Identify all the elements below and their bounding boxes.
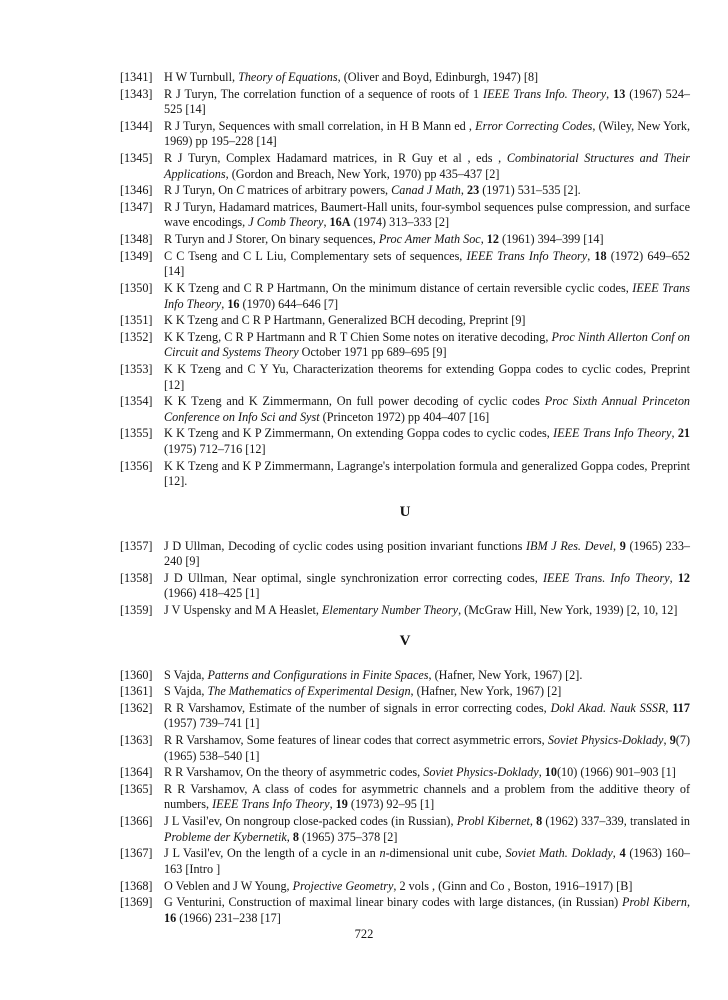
reference-italic-text: Soviet Math. Doklady — [505, 846, 613, 861]
reference-italic-text: IBM J Res. Devel — [525, 538, 614, 553]
reference-text — [164, 765, 690, 781]
reference-number: [1364] — [120, 765, 153, 780]
page-number: 722 — [354, 927, 374, 941]
reference-text-part: J L Vasil'ev, On nongroup close-packed codes (in Russian), — [164, 814, 457, 829]
reference-text-part: (1971) 531–535 [2]. — [479, 183, 581, 198]
reference-italic-text: IEEE Trans Info Theory — [164, 281, 691, 311]
reference-text-part: , 2 vols , (Ginn and Co , Boston, 1916–1917) [B] — [393, 878, 633, 893]
reference-number: [1348] — [120, 232, 153, 247]
reference-text-part: (1966) 418–425 [1] — [164, 586, 260, 601]
reference-text-part: (Princeton 1972) pp 404–407 [16] — [319, 409, 490, 424]
reference-entry — [120, 701, 690, 732]
reference-number: [1347] — [120, 199, 153, 214]
reference-text-part: R R Varshamov, On the theory of asymmetric codes, — [164, 765, 424, 780]
reference-italic-text: Theory of Equations — [238, 70, 338, 84]
reference-number: [1346] — [120, 183, 153, 198]
reference-text-part: (1965) 233–240 [9] — [164, 538, 691, 569]
reference-text-part: , — [538, 765, 545, 780]
reference-number: [1357] — [120, 538, 153, 553]
reference-entry — [120, 249, 690, 280]
reference-text-part: (1972) 649–652 [14] — [164, 248, 690, 279]
reference-text-part: (7) (1965) 538–540 [1] — [164, 733, 691, 763]
reference-volume: 117 — [672, 700, 690, 715]
reference-text-part: (1967) 524–525 [14] — [164, 86, 691, 117]
reference-number: [1353] — [120, 362, 153, 377]
reference-text-part: (1970) 644–646 [7] — [239, 296, 338, 311]
reference-number: [1344] — [120, 118, 153, 133]
reference-text-part: (1961) 394–399 [14] — [498, 232, 604, 247]
reference-volume: 16 — [164, 910, 177, 925]
reference-number: [1341] — [120, 70, 153, 84]
reference-text-part: J V Uspensky and M A Heaslet, — [164, 603, 322, 617]
reference-text-part: , (Hafner, New York, 1967) [2]. — [428, 667, 583, 682]
reference-volume: 8 — [292, 829, 299, 844]
reference-entry — [120, 87, 690, 118]
reference-volume: 13 — [613, 86, 626, 101]
reference-text-part: (1957) 739–741 [1] — [164, 716, 260, 731]
reference-italic-text: Patterns and Configurations in Finite Spaces — [207, 667, 429, 682]
reference-text — [164, 362, 690, 393]
reference-italic-text: Proc Sixth Annual Princeton Conference on Info Sci and Syst — [164, 394, 691, 424]
reference-volume: 9 — [669, 733, 676, 748]
reference-text — [164, 183, 690, 199]
reference-text — [164, 119, 690, 150]
reference-entry — [120, 183, 690, 199]
reference-entry — [120, 232, 690, 248]
reference-entry — [120, 151, 690, 182]
reference-text — [164, 87, 690, 118]
reference-entry — [120, 879, 690, 895]
reference-entry — [120, 782, 690, 813]
reference-italic-text: IEEE Trans Info. Theory — [483, 86, 607, 101]
reference-volume: 4 — [619, 846, 626, 861]
reference-number: [1362] — [120, 700, 153, 715]
reference-text-part: K K Tzeng and C Y Yu, Characterization theorems for extending Goppa codes to cyclic codes, Preprint [12] — [164, 362, 690, 392]
reference-text-part: (1963) 160–163 [Intro ] — [164, 846, 691, 876]
reference-text — [164, 668, 690, 684]
reference-number: [1366] — [120, 814, 153, 829]
reference-entry — [120, 362, 690, 393]
reference-text-part: (1966) 231–238 [17] — [176, 910, 281, 925]
reference-text-part: , — [665, 700, 673, 715]
reference-italic-text: Projective Geometry — [292, 878, 394, 893]
reference-text-part: S Vajda, — [164, 684, 208, 699]
reference-entry — [120, 571, 690, 602]
references-section — [120, 632, 690, 927]
reference-text-part: S Vajda, — [164, 667, 208, 682]
reference-italic-text: Proc Amer Math Soc — [378, 232, 481, 247]
reference-volume: 21 — [677, 426, 690, 441]
reference-text-part: K K Tzeng and C R P Hartmann, Generalized BCH decoding, Preprint [9] — [164, 313, 526, 328]
reference-text-part: , (Gordon and Breach, New York, 1970) pp 435–437 [2] — [225, 166, 500, 181]
reference-entry — [120, 668, 690, 684]
reference-italic-text: Proc Ninth Allerton Conf on Circuit and Systems Theory — [164, 329, 690, 360]
reference-italic-text: The Mathematics of Experimental Design — [207, 684, 411, 699]
reference-text-part: K K Tzeng and K P Zimmermann, On extending Goppa codes to cyclic codes, — [164, 426, 554, 441]
reference-text — [164, 603, 690, 619]
reference-text-part: , — [671, 426, 678, 441]
reference-text — [164, 782, 690, 813]
references-page — [120, 70, 690, 927]
reference-italic-text: IEEE Trans Info Theory — [466, 248, 588, 263]
reference-entry — [120, 281, 690, 312]
reference-text-part: , — [329, 797, 336, 812]
reference-italic-text: Canad J Math — [391, 183, 461, 198]
reference-volume: 8 — [536, 814, 543, 829]
reference-text-part: (1962) 337–339, translated in — [542, 814, 690, 829]
reference-number: [1368] — [120, 878, 153, 893]
reference-text-part: (1975) 712–716 [12] — [164, 441, 266, 456]
reference-italic-text: Probleme der Kybernetik — [164, 829, 287, 844]
reference-text — [164, 394, 690, 425]
reference-italic-text: Dokl Akad. Nauk SSSR — [550, 700, 666, 715]
reference-text — [164, 684, 690, 700]
reference-text-part: C C Tseng and C L Liu, Complementary sets of sequences, — [164, 248, 467, 263]
reference-number: [1343] — [120, 86, 153, 101]
reference-text — [164, 701, 690, 732]
reference-text-part: , — [323, 215, 330, 230]
reference-entry — [120, 765, 690, 781]
reference-text-part: -dimensional unit cube, — [385, 846, 506, 861]
reference-text — [164, 249, 690, 280]
reference-volume: 12 — [677, 570, 690, 585]
reference-number: [1351] — [120, 313, 153, 328]
reference-volume: 16 — [227, 296, 240, 311]
reference-italic-text: Elementary Number Theory — [321, 603, 459, 617]
reference-entry — [120, 200, 690, 231]
reference-entry — [120, 70, 690, 86]
reference-entry — [120, 330, 690, 361]
reference-text — [164, 330, 690, 361]
reference-entry — [120, 539, 690, 570]
reference-text-part: R J Turyn, Sequences with small correlation, in H B Mann ed , — [164, 118, 476, 133]
reference-text — [164, 879, 690, 895]
reference-italic-text: Combinatorial Structures and Their Applications — [164, 151, 690, 181]
reference-text-part: (10) (1966) 901–903 [1] — [556, 765, 676, 780]
reference-text-part: O Veblen and J W Young, — [164, 878, 293, 893]
reference-text-part: J D Ullman, Near optimal, single synchronization error correcting codes, — [164, 570, 543, 585]
reference-volume: 23 — [466, 183, 480, 198]
reference-text-part: R R Varshamov, Some features of linear codes that correct asymmetric errors, — [164, 733, 548, 748]
reference-text — [164, 232, 690, 248]
reference-text — [164, 151, 690, 182]
reference-entry — [120, 814, 690, 845]
reference-number: [1345] — [120, 151, 153, 166]
reference-text — [164, 281, 690, 312]
reference-number: [1358] — [120, 570, 153, 585]
reference-text-part: , — [606, 86, 614, 101]
reference-volume: 19 — [335, 797, 348, 812]
reference-text — [164, 539, 690, 570]
reference-text-part: H W Turnbull, — [164, 70, 239, 84]
reference-text-part: (1965) 375–378 [2] — [298, 829, 398, 844]
reference-text — [164, 733, 690, 764]
reference-text — [164, 313, 690, 329]
reference-text-part: matrices of arbitrary powers, — [244, 183, 392, 198]
reference-volume: 10 — [544, 765, 557, 780]
reference-italic-text: Soviet Physics-Doklady — [423, 765, 539, 780]
reference-text — [164, 426, 690, 457]
reference-number: [1349] — [120, 248, 153, 263]
reference-italic-text: IEEE Trans Info Theory — [212, 797, 330, 812]
reference-text-part: (1973) 92–95 [1] — [347, 797, 435, 812]
reference-text-part: , — [460, 183, 467, 198]
reference-text — [164, 70, 690, 86]
section-heading: U — [399, 503, 411, 520]
reference-entry — [120, 119, 690, 150]
reference-text-part: K K Tzeng and C R P Hartmann, On the minimum distance of certain reversible cyclic codes, — [164, 281, 633, 295]
reference-number: [1369] — [120, 895, 153, 910]
reference-text-part: October 1971 pp 689–695 [9] — [298, 345, 447, 360]
reference-text — [164, 571, 690, 602]
reference-text-part: , — [612, 846, 620, 861]
reference-number: [1354] — [120, 394, 153, 409]
reference-text-part: , — [286, 829, 293, 844]
reference-number: [1367] — [120, 846, 153, 861]
reference-entry — [120, 426, 690, 457]
reference-entry — [120, 459, 690, 490]
reference-entry — [120, 895, 690, 926]
reference-text-part: K K Tzeng and K Zimmermann, On full power decoding of cyclic codes — [164, 394, 545, 409]
reference-text-part: , — [669, 570, 678, 585]
reference-text-part: , — [480, 232, 487, 247]
reference-italic-text: Probl Kibern — [622, 895, 687, 910]
reference-text — [164, 459, 690, 490]
reference-number: [1365] — [120, 781, 153, 796]
reference-entry — [120, 733, 690, 764]
reference-text-part: J D Ullman, Decoding of cyclic codes using position invariant functions — [164, 538, 526, 553]
reference-volume: 18 — [594, 248, 607, 263]
reference-text-part: , (Oliver and Boyd, Edinburgh, 1947) [8] — [337, 70, 539, 84]
reference-volume: 16A — [329, 215, 351, 230]
reference-volume: 12 — [486, 232, 499, 247]
reference-italic-text: IEEE Trans. Info Theory — [542, 570, 670, 585]
reference-number: [1355] — [120, 426, 153, 441]
references-section — [120, 503, 690, 619]
reference-text-part: , — [529, 814, 537, 829]
reference-entry — [120, 846, 690, 877]
reference-text-part: K K Tzeng and K P Zimmermann, Lagrange's interpolation formula and generalized Goppa codes, Preprint [12]. — [164, 458, 690, 489]
reference-text-part: R J Turyn, On — [164, 183, 237, 198]
reference-text-part: R R Varshamov, Estimate of the number of signals in error correcting codes, — [164, 700, 551, 715]
reference-text-part: , (Wiley, New York, 1969) pp 195–228 [14] — [164, 118, 690, 149]
reference-number: [1350] — [120, 281, 153, 295]
reference-entry — [120, 603, 690, 619]
reference-text-part: , — [587, 248, 595, 263]
reference-entry — [120, 684, 690, 700]
references-section — [120, 70, 690, 490]
reference-text-part: R Turyn and J Storer, On binary sequences, — [164, 232, 379, 247]
reference-text — [164, 814, 690, 845]
reference-italic-text: Soviet Physics-Doklady — [547, 733, 664, 748]
reference-entry — [120, 394, 690, 425]
section-heading: V — [399, 632, 411, 649]
reference-italic-text: Error Correcting Codes — [475, 118, 593, 133]
reference-text-part: R J Turyn, Hadamard matrices, Baumert-Hall units, four-symbol sequences pulse compression, and surface wave encodings, — [164, 199, 690, 230]
reference-number: [1356] — [120, 458, 153, 473]
reference-text-part: , — [663, 733, 670, 748]
reference-entry — [120, 313, 690, 329]
reference-text-part: , — [686, 895, 690, 910]
reference-italic-text: C — [236, 183, 245, 198]
reference-text-part: R J Turyn, The correlation function of a sequence of roots of 1 — [164, 86, 484, 101]
reference-italic-text: IEEE Trans Info Theory — [553, 426, 672, 441]
reference-number: [1361] — [120, 684, 153, 699]
reference-volume: 9 — [619, 538, 626, 553]
reference-text — [164, 846, 690, 877]
reference-number: [1363] — [120, 733, 153, 748]
reference-number: [1352] — [120, 329, 153, 344]
reference-number: [1360] — [120, 667, 153, 682]
reference-text-part: G Venturini, Construction of maximal linear binary codes with large distances, (in Russian) — [164, 895, 623, 910]
reference-text-part: , — [221, 296, 228, 311]
reference-italic-text: n — [379, 846, 386, 861]
reference-text — [164, 895, 690, 926]
reference-text — [164, 200, 690, 231]
reference-italic-text: Probl Kibernet — [456, 814, 530, 829]
reference-text-part: (1974) 313–333 [2] — [350, 215, 450, 230]
reference-text-part: R J Turyn, Complex Hadamard matrices, in R Guy et al , eds , — [164, 151, 507, 166]
reference-text-part: J L Vasil'ev, On the length of a cycle in an — [164, 846, 380, 861]
reference-text-part: , (Hafner, New York, 1967) [2] — [410, 684, 562, 699]
reference-italic-text: J Comb Theory — [248, 215, 324, 230]
reference-text-part: R R Varshamov, A class of codes for asymmetric channels and a problem from the additive theory of numbers, — [164, 781, 690, 812]
reference-text-part: , — [613, 538, 620, 553]
reference-text-part: K K Tzeng, C R P Hartmann and R T Chien Some notes on iterative decoding, — [164, 329, 552, 344]
reference-number: [1359] — [120, 603, 153, 617]
reference-text-part: , (McGraw Hill, New York, 1939) [2, 10, 12] — [458, 603, 678, 617]
